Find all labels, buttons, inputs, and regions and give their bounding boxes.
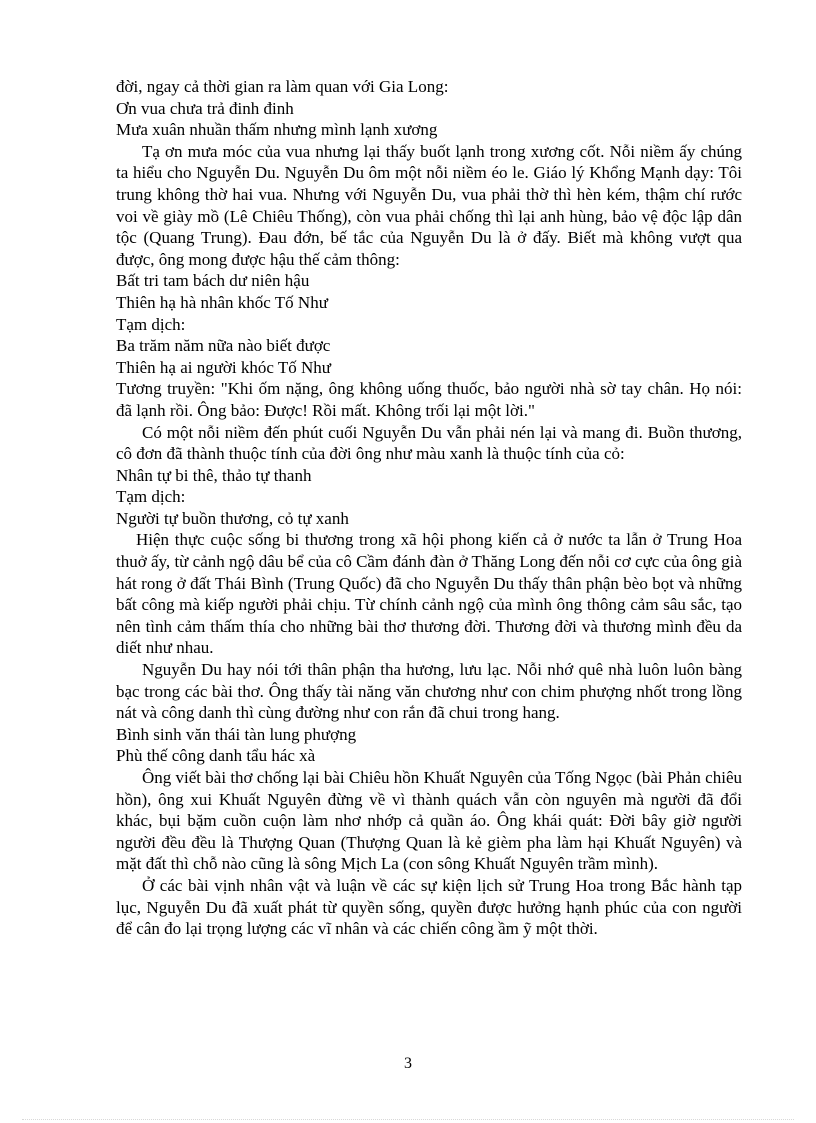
verse-line: Phù thế công danh tẩu hác xà xyxy=(116,746,316,766)
verse-line: Bình sinh văn thái tàn lung phượng xyxy=(116,724,357,744)
verse-line: Người tự buồn thương, cỏ tự xanh xyxy=(116,508,349,528)
paragraph: Tương truyền: "Khi ốm nặng, ông không uống thuốc, bảo người nhà sờ tay chân. Họ nói: đã lạnh rồi. Ông bảo: Được! Rồi mất. Không trối lại một lời." xyxy=(116,379,742,420)
text-line: đời, ngay cả thời gian ra làm quan với Gia Long: xyxy=(116,77,449,96)
translation-label: Tạm dịch: xyxy=(116,487,186,507)
verse-line: Ba trăm năm nữa nào biết được xyxy=(116,336,331,356)
paragraph: Ông viết bài thơ chống lại bài Chiêu hồn Khuất Nguyên của Tống Ngọc (bài Phản chiêu hồn), ông xui Khuất Nguyên đừng về vì thành quách vẫn còn nguyên mà người đã đổi khác, bụi bặm cuồn cuộn làm nhơ nhớp cả quần áo. Ông khái quát: Đời bây giờ người người đều đều là Thượng Quan (Thượng Quan là kẻ gièm pha làm hại Khuất Nguyên) và mặt đất thì chỗ nào cũng là sông Mịch La (con sông Khuất Nguyên trầm mình). xyxy=(116,768,742,874)
verse-line: Thiên hạ hà nhân khốc Tố Như xyxy=(116,292,328,312)
verse-line: Bất tri tam bách dư niên hậu xyxy=(116,271,310,291)
verse-line: Ơn vua chưa trả đinh đinh xyxy=(116,98,294,118)
verse-line: Mưa xuân nhuần thấm nhưng mình lạnh xương xyxy=(116,120,438,140)
translation-label: Tạm dịch: xyxy=(116,314,186,334)
document-body xyxy=(116,76,742,940)
paragraph: Ở các bài vịnh nhân vật và luận về các sự kiện lịch sử Trung Hoa trong Bắc hành tạp lục, Nguyễn Du đã xuất phát từ quyền sống, quyền được hưởng hạnh phúc của con người để cân đo lại trọng lượng các vĩ nhân và các chiến công ầm ỹ một thời. xyxy=(116,875,742,939)
paragraph: Nguyễn Du hay nói tới thân phận tha hương, lưu lạc. Nỗi nhớ quê nhà luôn luôn bàng bạc trong các bài thơ. Ông thấy tài năng văn chương như con chim phượng nhốt trong lồng nát và công danh thì cùng đường như con rắn đã chui trong hang. xyxy=(116,660,742,723)
paragraph: Tạ ơn mưa móc của vua nhưng lại thấy buốt lạnh trong xương cốt. Nỗi niềm ấy chúng ta hiểu cho Nguyễn Du. Nguyễn Du ôm một nỗi niềm éo le. Giáo lý Khổng Mạnh dạy: Tôi trung không thờ hai vua. Nhưng với Nguyễn Du, vua phải thờ thì hèn kém, thậm chí rước voi về giày mồ (Lê Chiêu Thống), còn vua phải chống thì lại anh hùng, bảo vệ độc lập dân tộc (Quang Trung). Đau đớn, bế tắc của Nguyễn Du là ở đấy. Biết mà không vượt qua được, ông mong được hậu thế cảm thông: xyxy=(116,141,742,269)
paragraph: Hiện thực cuộc sống bi thương trong xã hội phong kiến cả ở nước ta lẫn ở Trung Hoa thuở ấy, từ cảnh ngộ dâu bể của cô Cầm đánh đàn ở Thăng Long đến nỗi cơ cực của ông già hát rong ở đất Thái Bình (Trung Quốc) đã cho Nguyễn Du thấy thân phận bèo bọt và những bất công mà kiếp người phải chịu. Từ chính cảnh ngộ của mình ông thông cảm sâu sắc, tạo nên tình cảm thấm thía cho những bài thơ thương đời. Thương đời và thương mình đều da diết như nhau. xyxy=(116,530,742,658)
paragraph: Có một nỗi niềm đến phút cuối Nguyễn Du vẫn phải nén lại và mang đi. Buồn thương, cô đơn đã thành thuộc tính của đời ông như màu xanh là thuộc tính của cỏ: xyxy=(116,422,742,464)
verse-line: Nhân tự bi thê, thảo tự thanh xyxy=(116,465,312,485)
page-number: 3 xyxy=(404,1055,412,1072)
verse-line: Thiên hạ ai người khóc Tố Như xyxy=(116,357,332,377)
page-bottom-divider xyxy=(22,1119,794,1120)
